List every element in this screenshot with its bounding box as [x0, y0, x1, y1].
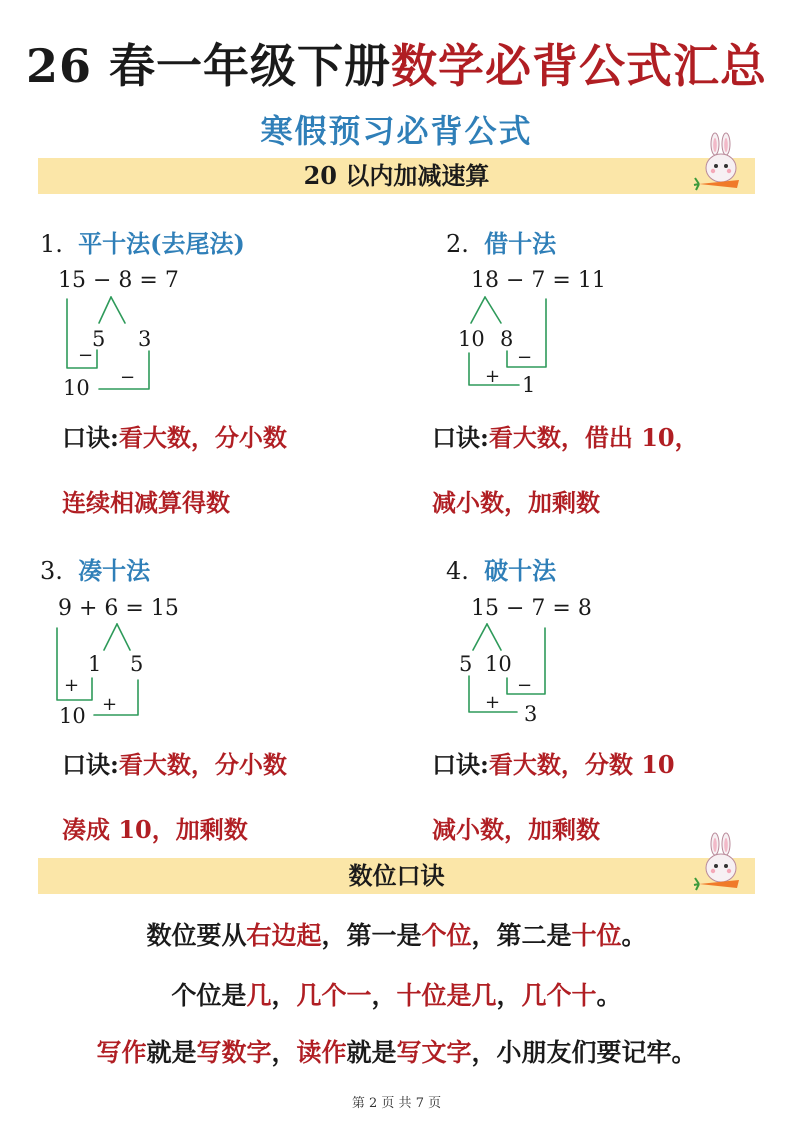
- method-2-title: 2. 借十法: [446, 229, 557, 258]
- section-title: 数位口诀: [348, 861, 445, 890]
- method-4-rule-line-2: 减小数，加剩数: [432, 815, 600, 844]
- method-2-rule: 口诀:看大数，借出 10，: [432, 423, 699, 452]
- page-subtitle: 寒假预习必背公式: [260, 112, 533, 150]
- method-1-rule: 口诀:看大数，分小数: [62, 423, 287, 452]
- method-3-part-a: 1: [88, 652, 102, 676]
- method-1-title: 1. 平十法(去尾法): [40, 229, 245, 258]
- method-2-equation: 18 − 7 = 11: [471, 268, 606, 293]
- rabbit-carrot-icon: [693, 832, 749, 894]
- page-title: [0, 30, 793, 96]
- method-3-op-1: +: [64, 675, 80, 696]
- method-3-part-b: 5: [130, 652, 144, 676]
- rabbit-carrot-icon: [693, 132, 749, 194]
- method-4-op-1: −: [517, 675, 533, 696]
- method-3-op-2: +: [102, 694, 118, 715]
- method-2-part-b: 8: [500, 327, 514, 351]
- section-banner-place-value: [38, 858, 755, 894]
- method-4-op-2: +: [485, 692, 501, 713]
- method-3-rule-line-2: 凑成 10，加剩数: [62, 815, 248, 844]
- method-1-part-a: 5: [92, 327, 106, 351]
- section-banner-speed-calc: [38, 158, 755, 194]
- method-1-part-b: 3: [138, 327, 152, 351]
- method-2-part-c: 1: [522, 373, 536, 397]
- method-1-op-1: −: [78, 345, 94, 366]
- title-highlight: 数学必背公式汇总: [391, 39, 768, 93]
- method-3-equation: 9 + 6 = 15: [58, 596, 179, 621]
- method-4-equation: 15 − 7 = 8: [471, 596, 592, 621]
- method-2-rule-line-2: 减小数，加剩数: [432, 488, 600, 517]
- poem-line-3: 写作就是写数字，读作就是写文字，小朋友们要记牢。: [96, 1038, 697, 1067]
- method-2-op-2: +: [485, 366, 501, 387]
- method-4-part-c: 3: [524, 702, 538, 726]
- method-3-part-c: 10: [59, 704, 86, 728]
- method-4-part-b: 10: [485, 652, 512, 676]
- method-4-part-a: 5: [459, 652, 473, 676]
- method-1-rule-line-2: 连续相减算得数: [62, 488, 230, 517]
- method-2-part-a: 10: [458, 327, 485, 351]
- method-3-rule: 口诀:看大数，分小数: [62, 750, 287, 779]
- method-2-op-1: −: [517, 347, 533, 368]
- page-number: 第 2 页 共 7 页: [351, 1096, 442, 1111]
- method-1-op-2: −: [120, 367, 136, 388]
- section-title: 20 以内加减速算: [303, 161, 490, 190]
- method-4-rule: 口诀:看大数，分数 10: [432, 750, 675, 779]
- poem-line-2: 个位是几，几个一，十位是几，几个十。: [171, 981, 622, 1010]
- method-4-title: 4. 破十法: [446, 556, 557, 585]
- method-3-title: 3. 凑十法: [40, 556, 151, 585]
- method-1-equation: 15 − 8 = 7: [58, 268, 179, 293]
- poem-line-1: 数位要从右边起，第一是个位，第二是十位。: [146, 921, 647, 950]
- method-1-part-c: 10: [63, 376, 90, 400]
- title-prefix: 26 春一年级下册: [25, 39, 392, 93]
